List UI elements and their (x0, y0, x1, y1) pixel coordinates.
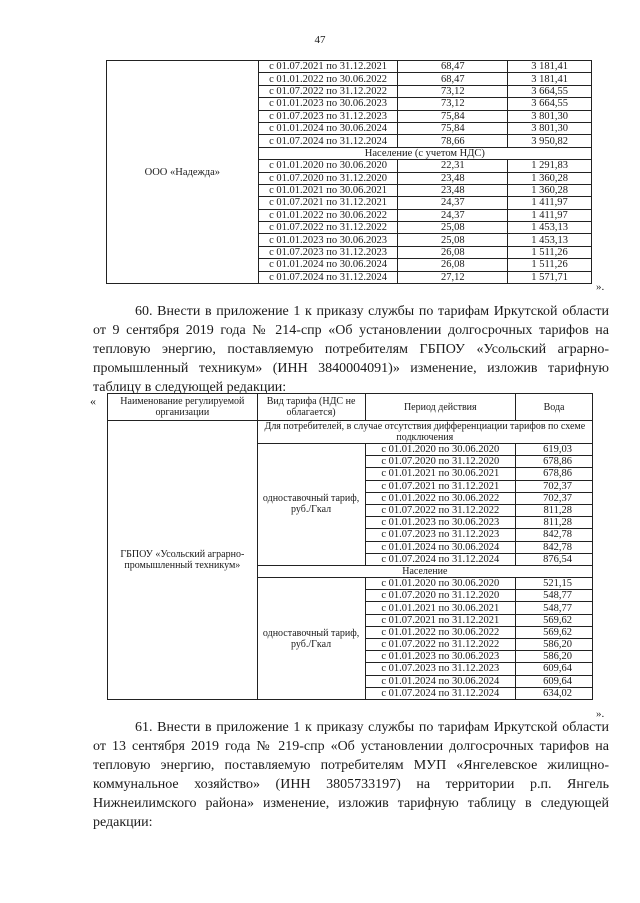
page-number: 47 (314, 34, 326, 46)
period-cell: с 01.07.2023 по 31.12.2023 (258, 246, 398, 258)
period-cell: с 01.01.2021 по 30.06.2021 (365, 602, 516, 614)
period-cell: с 01.07.2021 по 31.12.2021 (365, 614, 516, 626)
paragraph-60-text: 60. Внести в приложение 1 к приказу службы по тарифам Иркутской области от 9 сентября 2019 года № 214-спр «Об установлении долгосрочных тарифов на тепловую энергию, поставляемую потребителям ГБПОУ «Усольский аграрно-промышленный техникум» (ИНН 3840004091)» изменение, изложив тарифную таблицу в следующей редакции: (93, 304, 609, 395)
value-cell: 68,47 (398, 73, 508, 85)
period-cell: с 01.01.2022 по 30.06.2022 (258, 73, 398, 85)
period-cell: с 01.07.2021 по 31.12.2021 (258, 61, 398, 73)
period-cell: с 01.07.2024 по 31.12.2024 (365, 553, 516, 565)
value-cell: 1 453,13 (508, 234, 592, 246)
period-cell: с 01.07.2023 по 31.12.2023 (258, 110, 398, 122)
value-cell: 1 411,97 (508, 209, 592, 221)
value-cell: 702,37 (516, 492, 593, 504)
value-cell: 586,20 (516, 639, 593, 651)
period-cell: с 01.07.2022 по 31.12.2022 (365, 504, 516, 516)
period-cell: с 01.07.2021 по 31.12.2021 (258, 197, 398, 209)
period-cell: с 01.07.2021 по 31.12.2021 (365, 480, 516, 492)
period-cell: с 01.01.2020 по 30.06.2020 (258, 160, 398, 172)
value-cell: 811,28 (516, 504, 593, 516)
section-label: Население (с учетом НДС) (258, 147, 591, 159)
period-cell: с 01.01.2022 по 30.06.2022 (365, 626, 516, 638)
period-cell: с 01.01.2020 по 30.06.2020 (365, 444, 516, 456)
period-cell: с 01.07.2024 по 31.12.2024 (365, 687, 516, 699)
value-cell: 75,84 (398, 122, 508, 134)
value-cell: 876,54 (516, 553, 593, 565)
table-header-row (108, 394, 593, 421)
value-cell: 569,62 (516, 614, 593, 626)
value-cell: 842,78 (516, 541, 593, 553)
value-cell: 569,62 (516, 626, 593, 638)
value-cell: 26,08 (398, 259, 508, 271)
value-cell: 1 360,28 (508, 172, 592, 184)
value-cell: 586,20 (516, 651, 593, 663)
closing-quote-mark-2: ». (596, 708, 605, 720)
value-cell: 1 453,13 (508, 222, 592, 234)
value-cell: 1 511,26 (508, 246, 592, 258)
header-kind: Вид тарифа (НДС не облагается) (257, 394, 365, 421)
period-cell: с 01.01.2023 по 30.06.2023 (258, 234, 398, 246)
paragraph-60 (93, 302, 609, 397)
value-cell: 1 291,83 (508, 160, 592, 172)
section-label: Население (257, 565, 592, 577)
period-cell: с 01.01.2020 по 30.06.2020 (365, 578, 516, 590)
org-name: ГБПОУ «Усольский аграрно-промышленный техникум» (108, 421, 258, 700)
value-cell: 634,02 (516, 687, 593, 699)
period-cell: с 01.01.2024 по 30.06.2024 (365, 541, 516, 553)
period-cell: с 01.01.2024 по 30.06.2024 (365, 675, 516, 687)
value-cell: 619,03 (516, 444, 593, 456)
tariff-kind: одноставочный тариф, руб./Гкал (257, 444, 365, 566)
value-cell: 25,08 (398, 234, 508, 246)
period-cell: с 01.01.2023 по 30.06.2023 (365, 651, 516, 663)
period-cell: с 01.07.2022 по 31.12.2022 (258, 85, 398, 97)
tariff-table-usolsky (107, 393, 593, 700)
value-cell: 521,15 (516, 578, 593, 590)
paragraph-61-text: 61. Внести в приложение 1 к приказу службы по тарифам Иркутской области от 13 сентября 2019 года № 219-спр «Об установлении долгосрочных тарифов на тепловую энергию, поставляемую потребителям МУП «Янгелевское жилищно-коммунальное хозяйство» (ИНН 3805733197) на территории р.п. Янгель Нижнеилимского района» изменение, изложив тарифную таблицу в следующей редакции: (93, 720, 609, 830)
period-cell: с 01.07.2023 по 31.12.2023 (365, 529, 516, 541)
value-cell: 3 664,55 (508, 85, 592, 97)
period-cell: с 01.01.2022 по 30.06.2022 (365, 492, 516, 504)
org-name: ООО «Надежда» (107, 61, 259, 284)
period-cell: с 01.07.2024 по 31.12.2024 (258, 135, 398, 147)
value-cell: 811,28 (516, 517, 593, 529)
period-cell: с 01.07.2024 по 31.12.2024 (258, 271, 398, 283)
period-cell: с 01.01.2024 по 30.06.2024 (258, 259, 398, 271)
value-cell: 23,48 (398, 172, 508, 184)
period-cell: с 01.07.2022 по 31.12.2022 (365, 639, 516, 651)
value-cell: 3 181,41 (508, 73, 592, 85)
value-cell: 75,84 (398, 110, 508, 122)
period-cell: с 01.01.2022 по 30.06.2022 (258, 209, 398, 221)
value-cell: 27,12 (398, 271, 508, 283)
paragraph-61 (93, 718, 609, 832)
opening-quote-mark: « (90, 394, 96, 408)
tariff-kind: одноставочный тариф, руб./Гкал (257, 578, 365, 700)
value-cell: 678,86 (516, 456, 593, 468)
value-cell: 3 181,41 (508, 61, 592, 73)
period-cell: с 01.07.2022 по 31.12.2022 (258, 222, 398, 234)
value-cell: 702,37 (516, 480, 593, 492)
section-row (108, 421, 593, 444)
table-row (107, 61, 592, 73)
value-cell: 68,47 (398, 61, 508, 73)
period-cell: с 01.01.2023 по 30.06.2023 (365, 517, 516, 529)
value-cell: 548,77 (516, 602, 593, 614)
value-cell: 3 801,30 (508, 110, 592, 122)
period-cell: с 01.07.2020 по 31.12.2020 (258, 172, 398, 184)
value-cell: 1 571,71 (508, 271, 592, 283)
value-cell: 24,37 (398, 209, 508, 221)
value-cell: 548,77 (516, 590, 593, 602)
value-cell: 23,48 (398, 184, 508, 196)
value-cell: 25,08 (398, 222, 508, 234)
period-cell: с 01.01.2021 по 30.06.2021 (365, 468, 516, 480)
value-cell: 73,12 (398, 85, 508, 97)
period-cell: с 01.07.2023 по 31.12.2023 (365, 663, 516, 675)
period-cell: с 01.07.2020 по 31.12.2020 (365, 590, 516, 602)
value-cell: 1 360,28 (508, 184, 592, 196)
value-cell: 3 801,30 (508, 122, 592, 134)
value-cell: 1 511,26 (508, 259, 592, 271)
value-cell: 22,31 (398, 160, 508, 172)
value-cell: 1 411,97 (508, 197, 592, 209)
header-water: Вода (516, 394, 593, 421)
value-cell: 3 950,82 (508, 135, 592, 147)
value-cell: 3 664,55 (508, 98, 592, 110)
value-cell: 73,12 (398, 98, 508, 110)
value-cell: 842,78 (516, 529, 593, 541)
value-cell: 609,64 (516, 675, 593, 687)
value-cell: 78,66 (398, 135, 508, 147)
value-cell: 678,86 (516, 468, 593, 480)
period-cell: с 01.07.2020 по 31.12.2020 (365, 456, 516, 468)
section-label: Для потребителей, в случае отсутствия дифференциации тарифов по схеме подключения (257, 421, 592, 444)
value-cell: 24,37 (398, 197, 508, 209)
period-cell: с 01.01.2021 по 30.06.2021 (258, 184, 398, 196)
closing-quote-mark: ». (596, 281, 605, 293)
value-cell: 26,08 (398, 246, 508, 258)
period-cell: с 01.01.2023 по 30.06.2023 (258, 98, 398, 110)
period-cell: с 01.01.2024 по 30.06.2024 (258, 122, 398, 134)
header-period: Период действия (365, 394, 516, 421)
value-cell: 609,64 (516, 663, 593, 675)
header-org: Наименование регулируемой организации (108, 394, 258, 421)
tariff-table-nadezhda (106, 60, 592, 284)
